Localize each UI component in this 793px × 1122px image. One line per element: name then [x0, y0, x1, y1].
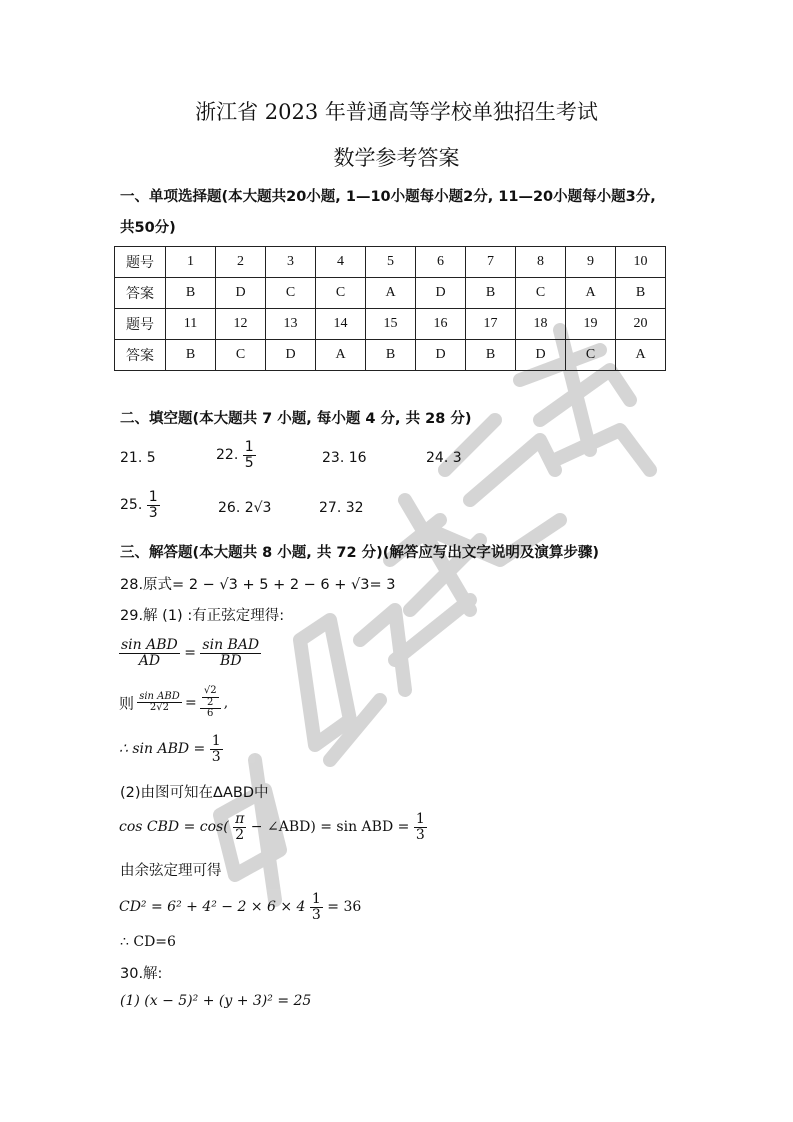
cosine-law-label: 由余弦定理可得 — [120, 863, 222, 879]
equals-sign: = — [184, 645, 196, 662]
table-cell: C — [316, 278, 366, 309]
cd-squared-equation — [119, 892, 361, 922]
fraction-numerator: 1 — [311, 891, 321, 907]
cos-middle: − ∠ABD) = sin ABD = — [250, 819, 410, 836]
fraction — [202, 686, 219, 708]
watermark-text: 中职生逆袭 — [0, 0, 5, 1]
row-label-question: 题号 — [115, 247, 166, 278]
cos-left: cos CBD = cos( — [119, 819, 229, 836]
fraction-numerator: 1 — [244, 439, 254, 455]
answer-28: 28.原式= 2 − √3 + 5 + 2 − 6 + √3= 3 — [120, 577, 396, 593]
cd2-right: = 36 — [327, 899, 362, 916]
table-cell: 3 — [266, 247, 316, 278]
table-cell: C — [266, 278, 316, 309]
answer-29-intro: 29.解 (1) :有正弦定理得: — [120, 608, 285, 624]
fraction — [310, 892, 323, 922]
fraction-denominator: AD — [138, 652, 161, 669]
table-cell: 18 — [516, 309, 566, 340]
table-row-question-1 — [115, 247, 666, 278]
comma: , — [223, 694, 229, 711]
table-cell: D — [516, 340, 566, 371]
answer-24: 24. 3 — [426, 450, 462, 466]
table-row-answer-1 — [115, 278, 666, 309]
table-cell: 11 — [166, 309, 216, 340]
table-cell: 9 — [566, 247, 616, 278]
fraction-denominator: BD — [220, 652, 242, 669]
section1-heading-line1: 一、单项选择题(本大题共20小题, 1—10小题每小题2分, 11—20小题每小题3分, — [120, 189, 656, 205]
table-cell: 10 — [616, 247, 666, 278]
sine-law-equation — [119, 638, 261, 668]
answer-23: 23. 16 — [322, 450, 367, 466]
fraction — [233, 812, 246, 842]
table-cell: C — [216, 340, 266, 371]
row-label-question: 题号 — [115, 309, 166, 340]
table-cell: B — [366, 340, 416, 371]
document-subtitle: 数学参考答案 — [333, 146, 460, 170]
answer-29-part2: (2)由图可知在ΔABD中 — [120, 785, 269, 801]
fraction-denominator: 3 — [148, 504, 158, 521]
table-cell: 13 — [266, 309, 316, 340]
answer-25-label: 25. — [120, 497, 143, 514]
table-cell: C — [566, 340, 616, 371]
table-cell: A — [316, 340, 366, 371]
table-cell: B — [166, 278, 216, 309]
document-title: 浙江省 2023 年普通高等学校单独招生考试 — [195, 100, 598, 124]
fraction-denominator: 3 — [211, 748, 221, 765]
fraction-numerator: 1 — [211, 733, 221, 749]
table-cell: 5 — [366, 247, 416, 278]
answer-22 — [216, 440, 256, 470]
fraction-denominator: 3 — [415, 826, 425, 843]
fraction-numerator: √2 — [203, 685, 217, 696]
table-cell: D — [266, 340, 316, 371]
answer-26: 26. 2√3 — [218, 500, 272, 516]
table-cell: A — [566, 278, 616, 309]
table-cell: 20 — [616, 309, 666, 340]
table-cell: 16 — [416, 309, 466, 340]
section2-heading: 二、填空题(本大题共 7 小题, 每小题 4 分, 共 28 分) — [120, 411, 472, 427]
table-cell: 8 — [516, 247, 566, 278]
answer-27: 27. 32 — [319, 500, 364, 516]
fraction — [200, 686, 221, 720]
fraction — [243, 440, 256, 470]
cd2-left: CD² = 6² + 4² − 2 × 6 × 4 — [119, 899, 306, 916]
answer-25 — [120, 490, 160, 520]
fraction — [137, 692, 182, 714]
table-cell: 1 — [166, 247, 216, 278]
fraction-numerator: sin ABD — [121, 637, 178, 653]
watermark-stroke — [470, 440, 555, 500]
table-cell: B — [466, 278, 516, 309]
table-cell: A — [616, 340, 666, 371]
table-cell: 12 — [216, 309, 266, 340]
table-cell: D — [216, 278, 266, 309]
watermark-stroke — [555, 430, 650, 470]
fraction-denominator: 6 — [207, 708, 214, 719]
fraction — [414, 812, 427, 842]
row-label-answer: 答案 — [115, 340, 166, 371]
fraction-numerator: sin BAD — [202, 637, 260, 653]
table-cell: 6 — [416, 247, 466, 278]
then-label: 则 — [119, 694, 135, 713]
table-row-question-2 — [115, 309, 666, 340]
fraction-numerator: 1 — [148, 489, 158, 505]
equals-sign: = — [184, 694, 197, 711]
table-cell: 15 — [366, 309, 416, 340]
answer-30-part1: (1) (x − 5)² + (y + 3)² = 25 — [120, 993, 312, 1009]
answer-22-label: 22. — [216, 447, 239, 464]
table-cell: C — [516, 278, 566, 309]
row-label-answer: 答案 — [115, 278, 166, 309]
section1-heading-line2: 共50分) — [120, 220, 176, 236]
table-cell: B — [466, 340, 516, 371]
fraction-denominator: 2 — [235, 826, 245, 843]
fraction-numerator: 1 — [415, 811, 425, 827]
table-cell: 19 — [566, 309, 616, 340]
fraction-numerator: π — [235, 811, 245, 827]
cos-equation — [119, 812, 427, 842]
fraction-numerator: sin ABD — [139, 690, 180, 702]
watermark-stroke — [300, 620, 350, 745]
table-cell: 17 — [466, 309, 516, 340]
fraction-denominator: 3 — [311, 906, 321, 923]
table-cell: B — [616, 278, 666, 309]
table-cell: D — [416, 340, 466, 371]
fraction — [119, 638, 180, 668]
table-cell: 14 — [316, 309, 366, 340]
section3-heading: 三、解答题(本大题共 8 小题, 共 72 分)(解答应写出文字说明及演算步骤) — [120, 545, 600, 561]
table-cell: D — [416, 278, 466, 309]
fraction-numerator — [200, 686, 221, 709]
fraction — [147, 490, 160, 520]
substitution-equation — [119, 686, 228, 720]
table-cell: A — [366, 278, 416, 309]
table-cell: B — [166, 340, 216, 371]
table-row-answer-2 — [115, 340, 666, 371]
fraction-denominator: 5 — [244, 454, 254, 471]
cd-result: ∴ CD=6 — [120, 934, 176, 950]
answer-table — [114, 246, 666, 371]
sin-result — [119, 734, 223, 764]
fraction — [210, 734, 223, 764]
table-cell: 2 — [216, 247, 266, 278]
answer-30-label: 30.解: — [120, 966, 163, 982]
therefore-sin: ∴ sin ABD = — [119, 741, 206, 758]
answer-21: 21. 5 — [120, 450, 156, 466]
fraction — [200, 638, 261, 668]
table-cell: 7 — [466, 247, 516, 278]
fraction-denominator: 2√2 — [149, 702, 170, 714]
table-cell: 4 — [316, 247, 366, 278]
fraction-denominator: 2 — [207, 696, 214, 708]
